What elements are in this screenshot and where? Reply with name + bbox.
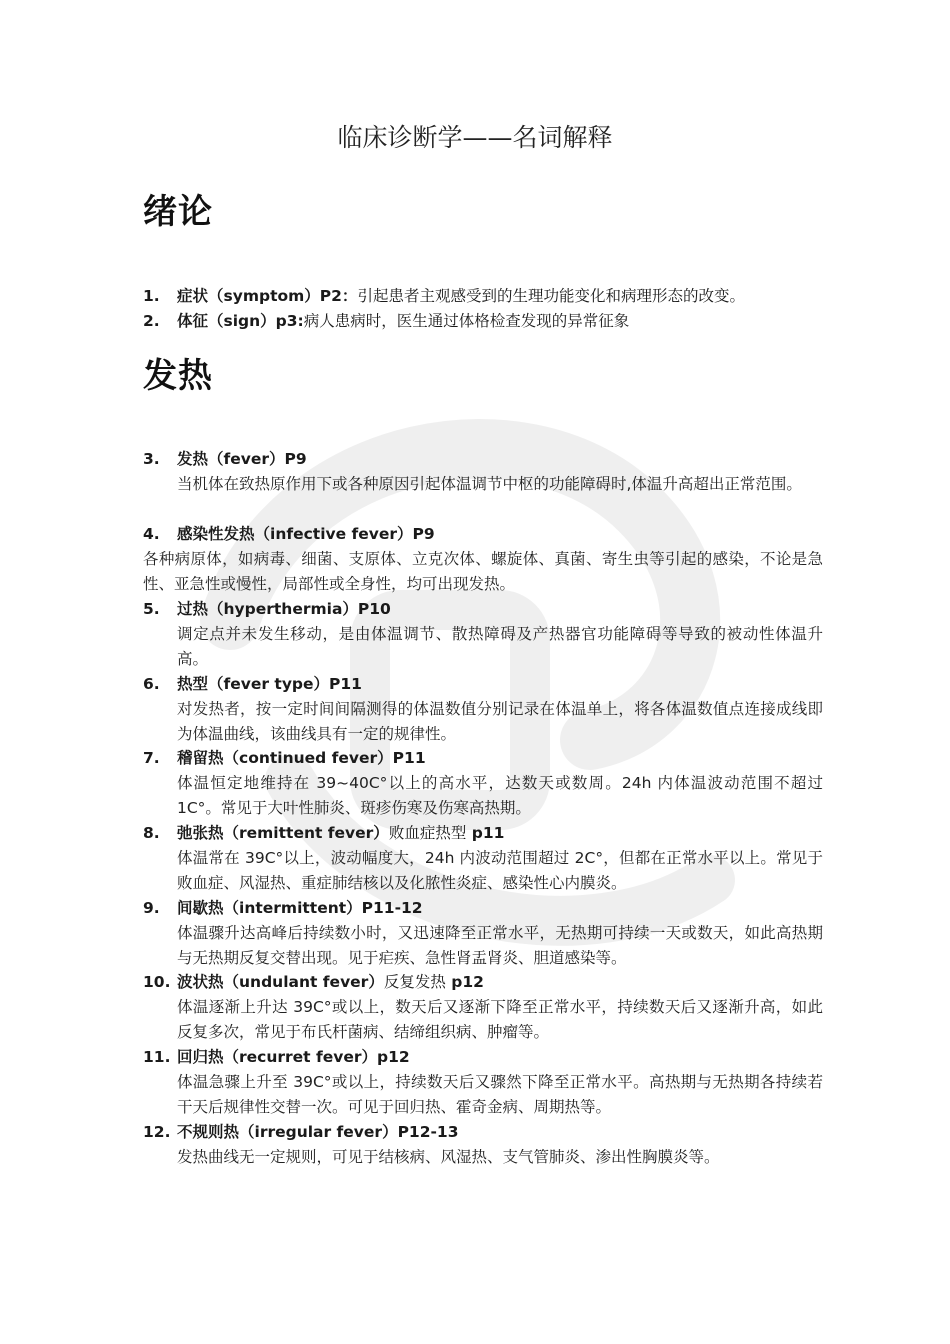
entry-number: 4. bbox=[143, 525, 160, 543]
entry-header bbox=[143, 1120, 823, 1145]
glossary-entry bbox=[143, 284, 823, 309]
entry-term: 过热（hyperthermia）P10 bbox=[177, 600, 391, 618]
entry-number: 12. bbox=[143, 1123, 171, 1141]
entry-definition: 体温骤升达高峰后持续数小时，又迅速降至正常水平，无热期可持续一天或数天，如此高热期与无热期反复交替出现。见于疟疾、急性肾盂肾炎、胆道感染等。 bbox=[177, 924, 823, 967]
entry-term: 热型（fever type）P11 bbox=[177, 675, 362, 693]
entry-number: 11. bbox=[143, 1048, 171, 1066]
entry-header bbox=[143, 970, 823, 995]
entry-header bbox=[143, 672, 823, 697]
entry-term: 体征（sign）p3: bbox=[177, 312, 304, 330]
entry-number: 8. bbox=[143, 824, 160, 842]
glossary-entry bbox=[143, 821, 823, 896]
document-title: 临床诊断学——名词解释 bbox=[337, 123, 613, 152]
entry-term-alias: 败血症热型 bbox=[388, 824, 467, 842]
entry-definition: 体温急骤上升至 39C°或以上，持续数天后又骤然下降至正常水平。高热期与无热期各持续若干天后规律性交替一次。可见于回归热、霍奇金病、周期热等。 bbox=[177, 1073, 823, 1116]
entry-term: 稽留热（continued fever）P11 bbox=[177, 749, 426, 767]
glossary-entry bbox=[143, 597, 823, 672]
entry-page-ref: p11 bbox=[466, 824, 505, 842]
entry-term-line bbox=[177, 821, 504, 846]
glossary-entry bbox=[143, 309, 823, 334]
entry-term-line bbox=[177, 284, 745, 309]
entry-header bbox=[143, 284, 823, 309]
entry-number: 5. bbox=[143, 600, 160, 618]
entry-definition: 体温常在 39C°以上，波动幅度大，24h 内波动范围超过 2C°，但都在正常水平以上。常见于败血症、风湿热、重症肺结核以及化脓性炎症、感染性心内膜炎。 bbox=[177, 849, 823, 892]
glossary-entry bbox=[143, 896, 823, 971]
entry-definition: 发热曲线无一定规则，可见于结核病、风湿热、支气管肺炎、渗出性胸膜炎等。 bbox=[177, 1148, 720, 1166]
entry-definition: 调定点并未发生移动，是由体温调节、散热障碍及产热器官功能障碍等导致的被动性体温升高。 bbox=[177, 625, 823, 668]
entry-term: 症状（symptom）P2： bbox=[177, 287, 358, 305]
entry-term-alias: 反复发热 bbox=[383, 973, 446, 991]
entry-number: 6. bbox=[143, 675, 160, 693]
entry-page-ref: p12 bbox=[445, 973, 484, 991]
entry-definition: 体温恒定地维持在 39~40C°以上的高水平，达数天或数周。24h 内体温波动范围不超过1C°。常见于大叶性肺炎、斑疹伤寒及伤寒高热期。 bbox=[177, 774, 823, 817]
entry-definition: 各种病原体，如病毒、细菌、支原体、立克次体、螺旋体、真菌、寄生虫等引起的感染，不论是急性、亚急性或慢性，局部性或全身性，均可出现发热。 bbox=[143, 550, 823, 593]
entry-header bbox=[143, 522, 823, 547]
entry-definition: 当机体在致热原作用下或各种原因引起体温调节中枢的功能障碍时,体温升高超出正常范围。 bbox=[177, 475, 802, 493]
entry-header bbox=[143, 447, 823, 472]
entry-header bbox=[143, 746, 823, 771]
entry-header bbox=[143, 821, 823, 846]
entry-definition: 对发热者，按一定时间间隔测得的体温数值分别记录在体温单上，将各体温数值点连接成线即为体温曲线，该曲线具有一定的规律性。 bbox=[177, 700, 823, 743]
entry-number: 10. bbox=[143, 973, 171, 991]
entry-number: 2. bbox=[143, 312, 160, 330]
entry-term: 弛张热（remittent fever） bbox=[177, 824, 389, 842]
entry-number: 9. bbox=[143, 899, 160, 917]
entry-term: 不规则热（irregular fever）P12-13 bbox=[177, 1123, 459, 1141]
glossary-entry bbox=[143, 746, 823, 821]
glossary-entry bbox=[143, 970, 823, 1045]
section-heading: 发热 bbox=[143, 356, 213, 396]
entry-term: 发热（fever）P9 bbox=[177, 450, 307, 468]
entry-term: 波状热（undulant fever） bbox=[177, 973, 384, 991]
glossary-entry bbox=[143, 672, 823, 747]
entry-header bbox=[143, 1045, 823, 1070]
entry-number: 1. bbox=[143, 287, 160, 305]
entry-term: 间歇热（intermittent）P11-12 bbox=[177, 899, 423, 917]
entry-header bbox=[143, 309, 823, 334]
entry-definition: 引起患者主观感受到的生理功能变化和病理形态的改变。 bbox=[357, 287, 745, 305]
entry-term-line bbox=[177, 309, 629, 334]
entry-header bbox=[143, 597, 823, 622]
entry-definition: 体温逐渐上升达 39C°或以上，数天后又逐渐下降至正常水平，持续数天后又逐渐升高，如此反复多次，常见于布氏杆菌病、结缔组织病、肿瘤等。 bbox=[177, 998, 823, 1041]
section-heading: 绪论 bbox=[143, 192, 213, 232]
entry-header bbox=[143, 896, 823, 921]
entry-number: 7. bbox=[143, 749, 160, 767]
glossary-entry bbox=[143, 1045, 823, 1120]
entry-definition: 病人患病时，医生通过体格检查发现的异常征象 bbox=[303, 312, 630, 330]
entry-term: 回归热（recurret fever）p12 bbox=[177, 1048, 410, 1066]
entry-term-line bbox=[177, 970, 484, 995]
glossary-entry bbox=[143, 447, 823, 497]
entry-term: 感染性发热（infective fever）P9 bbox=[177, 525, 435, 543]
glossary-entry bbox=[143, 1120, 823, 1170]
glossary-entry bbox=[143, 522, 823, 597]
entry-number: 3. bbox=[143, 450, 160, 468]
